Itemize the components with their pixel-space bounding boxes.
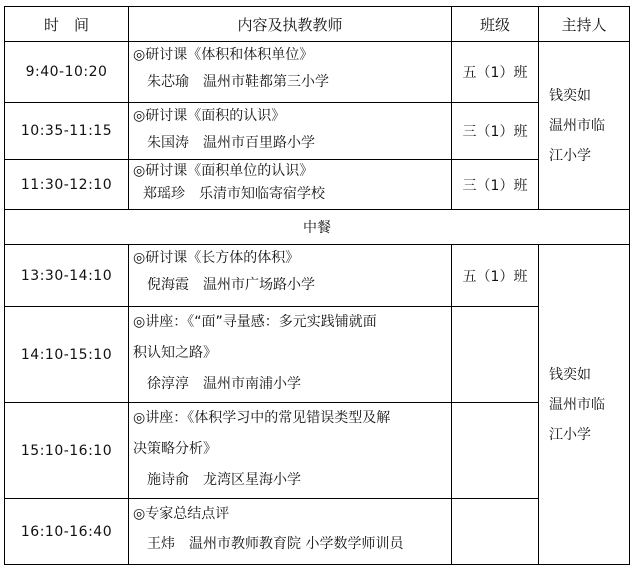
header-host: 主持人 (539, 7, 630, 42)
session-row (5, 403, 630, 499)
afternoon-host (539, 245, 630, 565)
session-time: 14:10-15:10 (5, 307, 129, 403)
session-row (5, 103, 630, 160)
session-class: 三（1）班 (452, 103, 539, 160)
lunch-row (5, 210, 630, 245)
session-teacher: 倪海霞 温州市广场路小学 (147, 277, 315, 293)
session-content (129, 160, 452, 210)
session-teacher: 施诗俞 龙湾区星海小学 (147, 472, 301, 488)
session-time: 9:40-10:20 (5, 42, 129, 103)
session-content (129, 245, 452, 307)
host-name: 钱奕如 (549, 87, 591, 104)
morning-host (539, 42, 630, 210)
session-title: ◎讲座：《“面”寻量感：多元实践铺就面 (133, 314, 377, 330)
schedule-sheet (4, 6, 629, 570)
host-school-line1: 温州市临 (549, 396, 605, 413)
session-title: ◎专家总结点评 (133, 506, 230, 522)
session-title-continued: 积认知之路》 (133, 345, 217, 361)
session-time: 13:30-14:10 (5, 245, 129, 307)
header-content: 内容及执教教师 (129, 7, 452, 42)
host-school-line2: 江小学 (549, 147, 591, 164)
session-time: 16:10-16:40 (5, 499, 129, 565)
host-school-line2: 江小学 (549, 426, 591, 443)
session-content (129, 499, 452, 565)
session-teacher: 王炜 温州市教师教育院 小学数学师训员 (147, 536, 404, 552)
session-row (5, 42, 630, 103)
header-row (5, 7, 630, 42)
session-class (452, 499, 539, 565)
schedule-table (4, 6, 630, 565)
header-time: 时 间 (5, 7, 129, 42)
session-row (5, 499, 630, 565)
session-class (452, 307, 539, 403)
session-class: 五（1）班 (452, 245, 539, 307)
session-time: 15:10-16:10 (5, 403, 129, 499)
session-row (5, 245, 630, 307)
session-row (5, 307, 630, 403)
header-class: 班级 (452, 7, 539, 42)
lunch-label: 中餐 (5, 210, 630, 245)
host-school-line1: 温州市临 (549, 117, 605, 134)
session-class (452, 403, 539, 499)
session-content (129, 403, 452, 499)
host-name: 钱奕如 (549, 366, 591, 383)
session-title: ◎研讨课《体积和体积单位》 (133, 47, 314, 63)
session-content (129, 42, 452, 103)
session-class: 三（1）班 (452, 160, 539, 210)
session-title: ◎研讨课《长方体的体积》 (133, 250, 300, 266)
session-row (5, 160, 630, 210)
session-teacher: 郑瑶珍 乐清市知临寄宿学校 (143, 186, 325, 202)
session-teacher: 朱国涛 温州市百里路小学 (147, 135, 315, 151)
session-time: 11:30-12:10 (5, 160, 129, 210)
session-title: ◎讲座：《体积学习中的常见错误类型及解 (133, 410, 391, 426)
session-title: ◎研讨课《面积单位的认识》 (133, 163, 314, 179)
session-title-continued: 决策略分析》 (133, 441, 217, 457)
session-time: 10:35-11:15 (5, 103, 129, 160)
session-title: ◎研讨课《面积的认识》 (133, 108, 286, 124)
session-teacher: 徐淳淳 温州市南浦小学 (147, 376, 301, 392)
session-content (129, 307, 452, 403)
session-teacher: 朱芯瑜 温州市鞋都第三小学 (147, 74, 329, 90)
session-class: 五（1）班 (452, 42, 539, 103)
session-content (129, 103, 452, 160)
